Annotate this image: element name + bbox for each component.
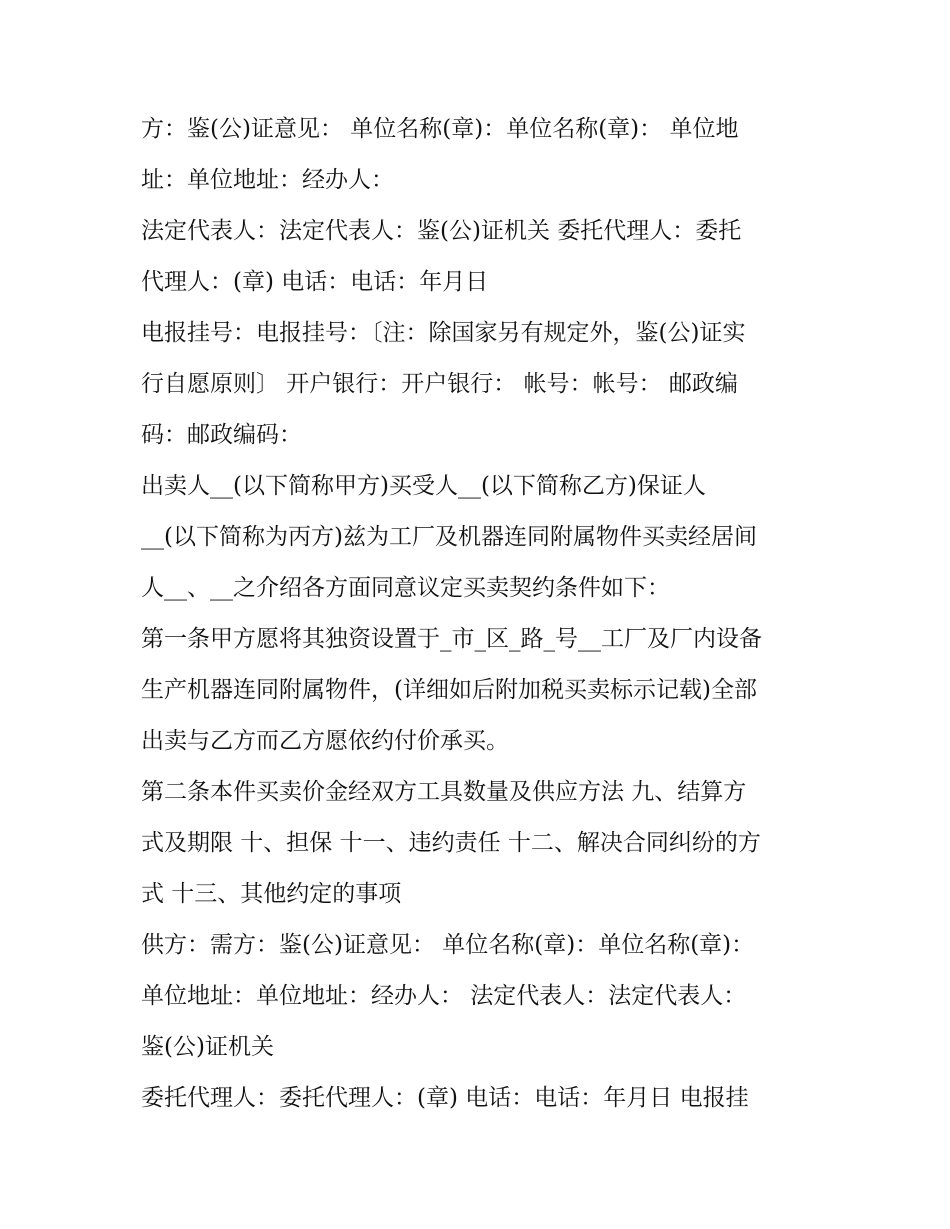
text-line: 委托代理人：委托代理人：(章) 电话：电话：年月日 电报挂 (141, 1085, 749, 1111)
text-line: 码：邮政编码： (141, 422, 302, 448)
text-line: 鉴(公)证机关 (141, 1034, 274, 1060)
text-line: 址：单位地址：经办人： (141, 167, 394, 193)
text-line: __(以下简称为丙方)兹为工厂及机器连同附属物件买卖经居间 (141, 524, 757, 550)
text-line: 人__、__之介绍各方面同意议定买卖契约条件如下： (141, 575, 670, 601)
document-body (141, 104, 816, 1124)
text-line: 式及期限 十、担保 十一、违约责任 十二、解决合同纠纷的方 (141, 830, 761, 856)
text-line: 单位地址：单位地址：经办人： 法定代表人：法定代表人： (141, 983, 747, 1009)
text-line: 方：鉴(公)证意见： 单位名称(章)：单位名称(章)： 单位地 (141, 116, 739, 142)
text-line: 出卖人__(以下简称甲方)买受人__(以下简称乙方)保证人 (141, 473, 706, 499)
text-line: 第一条甲方愿将其独资设置于_市_区_路_号__工厂及厂内设备 (141, 626, 762, 652)
text-line: 电报挂号：电报挂号：〔注：除国家另有规定外，鉴(公)证实 (141, 320, 746, 346)
text-line: 式 十三、其他约定的事项 (141, 881, 402, 907)
text-line: 法定代表人：法定代表人：鉴(公)证机关 委托代理人：委托 (141, 218, 742, 244)
text-line: 供方：需方：鉴(公)证意见： 单位名称(章)：单位名称(章)： (141, 932, 755, 958)
text-line: 行自愿原则〕 开户银行：开户银行： 帐号：帐号： 邮政编 (141, 371, 738, 397)
text-line: 代理人：(章) 电话：电话：年月日 (141, 269, 489, 295)
text-line: 第二条本件买卖价金经双方工具数量及供应方法 九、结算方 (141, 779, 747, 805)
text-line: 出卖与乙方而乙方愿依约付价承买。 (141, 728, 509, 754)
text-line: 生产机器连同附属物件，(详细如后附加税买卖标示记载)全部 (141, 677, 757, 703)
